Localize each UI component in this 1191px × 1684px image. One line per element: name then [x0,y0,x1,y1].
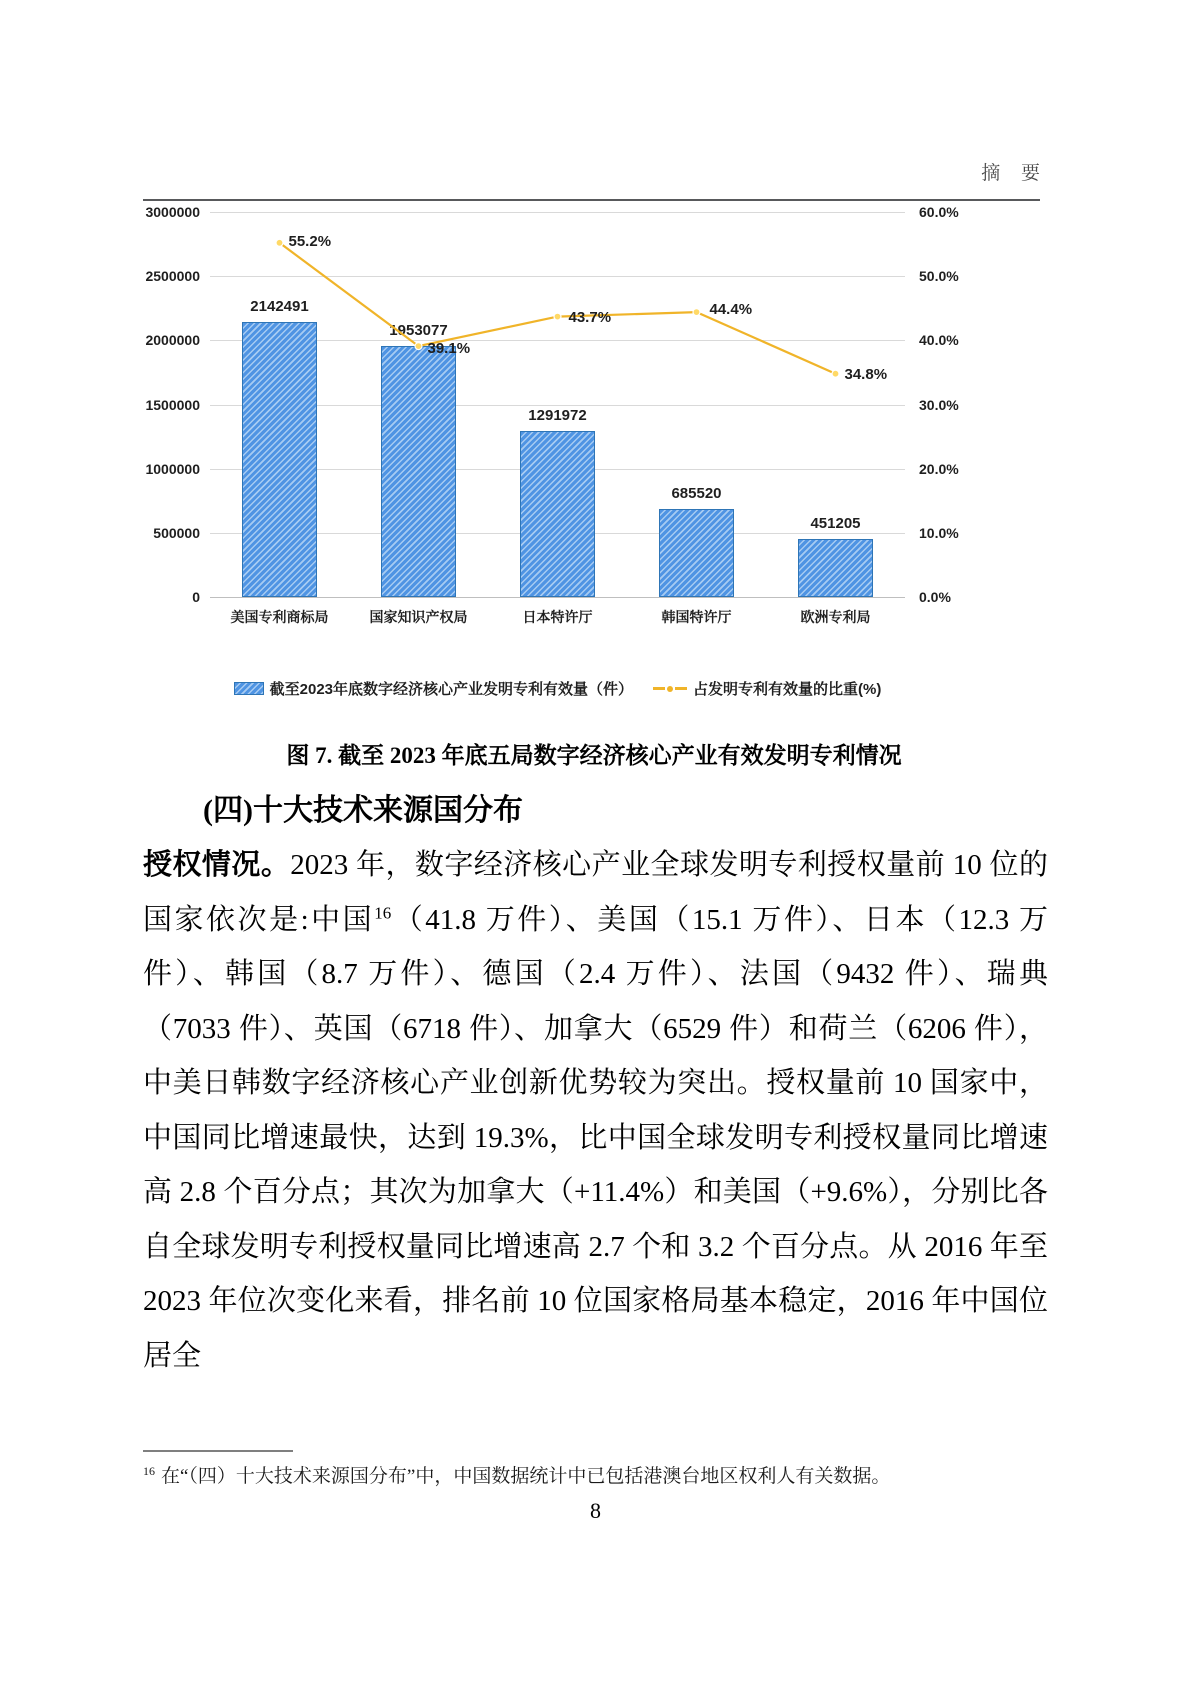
bar-韩国特许厅 [659,509,734,597]
line-value-label: 55.2% [288,232,332,250]
bar-value-label: 1953077 [389,322,448,340]
y-axis-tick-label: 0 [192,589,200,605]
secondary-axis-tick-label: 60.0% [919,204,959,220]
secondary-axis-tick-label: 50.0% [919,268,959,285]
chart-legend [210,678,905,699]
y-axis-tick-label: 500000 [153,524,200,541]
y-axis-tick-label: 2500000 [145,268,200,285]
bar-value-label: 1291972 [528,407,587,425]
secondary-axis-tick-label: 0.0% [919,589,951,605]
x-axis-category-label: 韩国特许厅 [661,609,732,625]
line-value-label: 44.4% [709,301,753,319]
paragraph-lead: 授权情况。 [143,849,291,881]
gridline [210,212,905,213]
x-axis-category-label: 国家知识产权局 [369,609,468,625]
gridline [210,276,905,277]
figure-caption: 图 7. 截至 2023 年底五局数字经济核心产业有效发明专利情况 [286,743,902,768]
footnote-text: 在“（四）十大技术来源国分布”中，中国数据统计中已包括港澳台地区权利人有关数据。 [161,1466,891,1487]
legend-label-line-series: 占发明专利有效量的比重(%) [693,681,882,698]
bar-value-label: 685520 [671,485,722,503]
line-value-label: 39.1% [427,340,471,358]
secondary-axis-tick-label: 10.0% [919,524,959,541]
secondary-axis-tick-label: 20.0% [919,460,959,477]
legend-label-bar-series: 截至2023年底数字经济核心产业发明专利有效量（件） [269,681,634,698]
footnote-reference: 16 [374,902,392,922]
x-axis-category-label: 日本特许厅 [522,609,593,625]
section-heading: (四)十大技术来源国分布 [203,794,523,827]
line-marker-icon [832,370,839,377]
figure-chart [143,206,1045,706]
bar-欧洲专利局 [798,539,873,597]
line-marker-icon [554,313,561,320]
line-value-label: 43.7% [568,308,612,326]
legend-item-bar-series [234,678,633,699]
bar-value-label: 2142491 [250,298,309,316]
bar-series-swatch-icon [234,682,264,695]
footnote [143,1461,1048,1488]
y-axis-tick-label: 3000000 [145,204,200,220]
paragraph-text-1: 2023 年，数字经济核心产业全球发明专利授权量前 10 位的国家依次是:中国 [143,849,1048,936]
bar-国家知识产权局 [381,346,456,597]
x-axis-category-label: 美国专利商标局 [230,609,329,625]
paragraph-text-2: （41.8 万件）、美国（15.1 万件）、日本（12.3 万件）、韩国（8.7 万件）、德国（2.4 万件）、法国（9432 件）、瑞典（7033 件）、英国（6718 件）、加拿大（6529 件）和荷兰（6206 件），中美日韩数字经济核心产业创新优势较为突出。授权量前 10 国家中，中国同比增速最快，达到 19.3%，比中国全球发明专利授权量同比增速高 2.8 个百分点；其次为加拿大（+11.4%）和美国（+9.6%），分别比各自全球发明专利授权量同比增速高 2.7 个和 3.2 个百分点。从 2016 年至 2023 年位次变化来看，排名前 10 位国家格局基本稳定，2016 年中国位居全 [143,903,1048,1372]
footnote-marker: 16 [143,1463,155,1478]
page-number: 8 [590,1498,601,1523]
y-axis-tick-label: 1000000 [145,460,200,477]
line-marker-icon [693,309,700,316]
running-header: 摘 要 [981,163,1040,184]
y-axis-tick-label: 1500000 [145,396,200,413]
header-rule [143,199,1040,201]
gridline [210,597,905,598]
bar-value-label: 451205 [810,515,861,533]
line-value-label: 34.8% [844,365,888,383]
bar-日本特许厅 [520,431,595,597]
secondary-axis-tick-label: 30.0% [919,396,959,413]
footnote-divider [143,1450,293,1452]
y-axis-tick-label: 2000000 [145,332,200,349]
secondary-axis-tick-label: 40.0% [919,332,959,349]
x-axis-category-label: 欧洲专利局 [800,609,871,625]
body-paragraph [143,838,1048,1383]
line-series-swatch-icon [653,686,687,692]
bar-美国专利商标局 [242,322,317,597]
line-marker-icon [276,239,283,246]
legend-item-line-series [643,678,881,699]
